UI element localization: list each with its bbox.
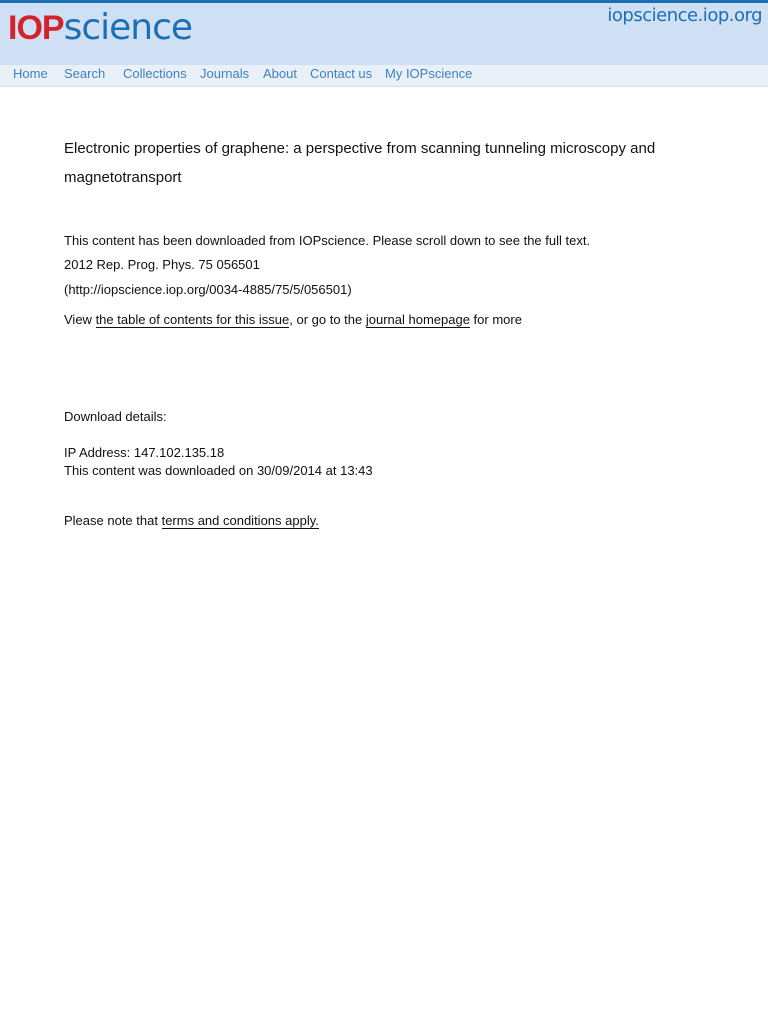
nav-journals[interactable]: Journals xyxy=(200,66,250,81)
download-date: This content was downloaded on 30/09/2014 at 13:43 xyxy=(64,463,373,478)
citation: 2012 Rep. Prog. Phys. 75 056501 xyxy=(64,257,260,272)
view-prefix: View xyxy=(64,312,96,327)
nav-my-iopscience[interactable]: My IOPscience xyxy=(385,66,473,81)
nav-home[interactable]: Home xyxy=(13,66,48,81)
toc-link[interactable]: the table of contents for this issue xyxy=(95,312,290,327)
download-details-heading: Download details: xyxy=(64,409,167,424)
logo-iop-text: IOP xyxy=(8,9,64,47)
nav-contact-us[interactable]: Contact us xyxy=(310,66,373,81)
site-url-link[interactable]: iopscience.iop.org xyxy=(607,5,762,26)
nav-collections[interactable]: Collections xyxy=(123,66,187,81)
terms-line xyxy=(64,513,319,528)
journal-homepage-link[interactable]: journal homepage xyxy=(365,312,470,327)
terms-prefix: Please note that xyxy=(64,513,162,528)
nav-bar xyxy=(0,65,768,87)
logo-science-text: science xyxy=(63,7,193,48)
doi-url: (http://iopscience.iop.org/0034-4885/75/5/056501) xyxy=(64,282,352,297)
nav-about[interactable]: About xyxy=(263,66,297,81)
terms-link[interactable]: terms and conditions apply. xyxy=(161,513,319,528)
view-middle: , or go to the xyxy=(289,312,366,327)
download-notice: This content has been downloaded from IOPscience. Please scroll down to see the full text. xyxy=(64,233,591,248)
article-title: Electronic properties of graphene: a perspective from scanning tunneling microscopy and magnetotransport xyxy=(64,140,656,186)
view-links-line xyxy=(64,312,522,327)
nav-search[interactable]: Search xyxy=(64,66,106,81)
site-header xyxy=(0,3,768,65)
iopscience-logo[interactable] xyxy=(8,7,192,47)
ip-address: IP Address: 147.102.135.18 xyxy=(64,445,225,460)
view-suffix: for more xyxy=(469,312,522,327)
